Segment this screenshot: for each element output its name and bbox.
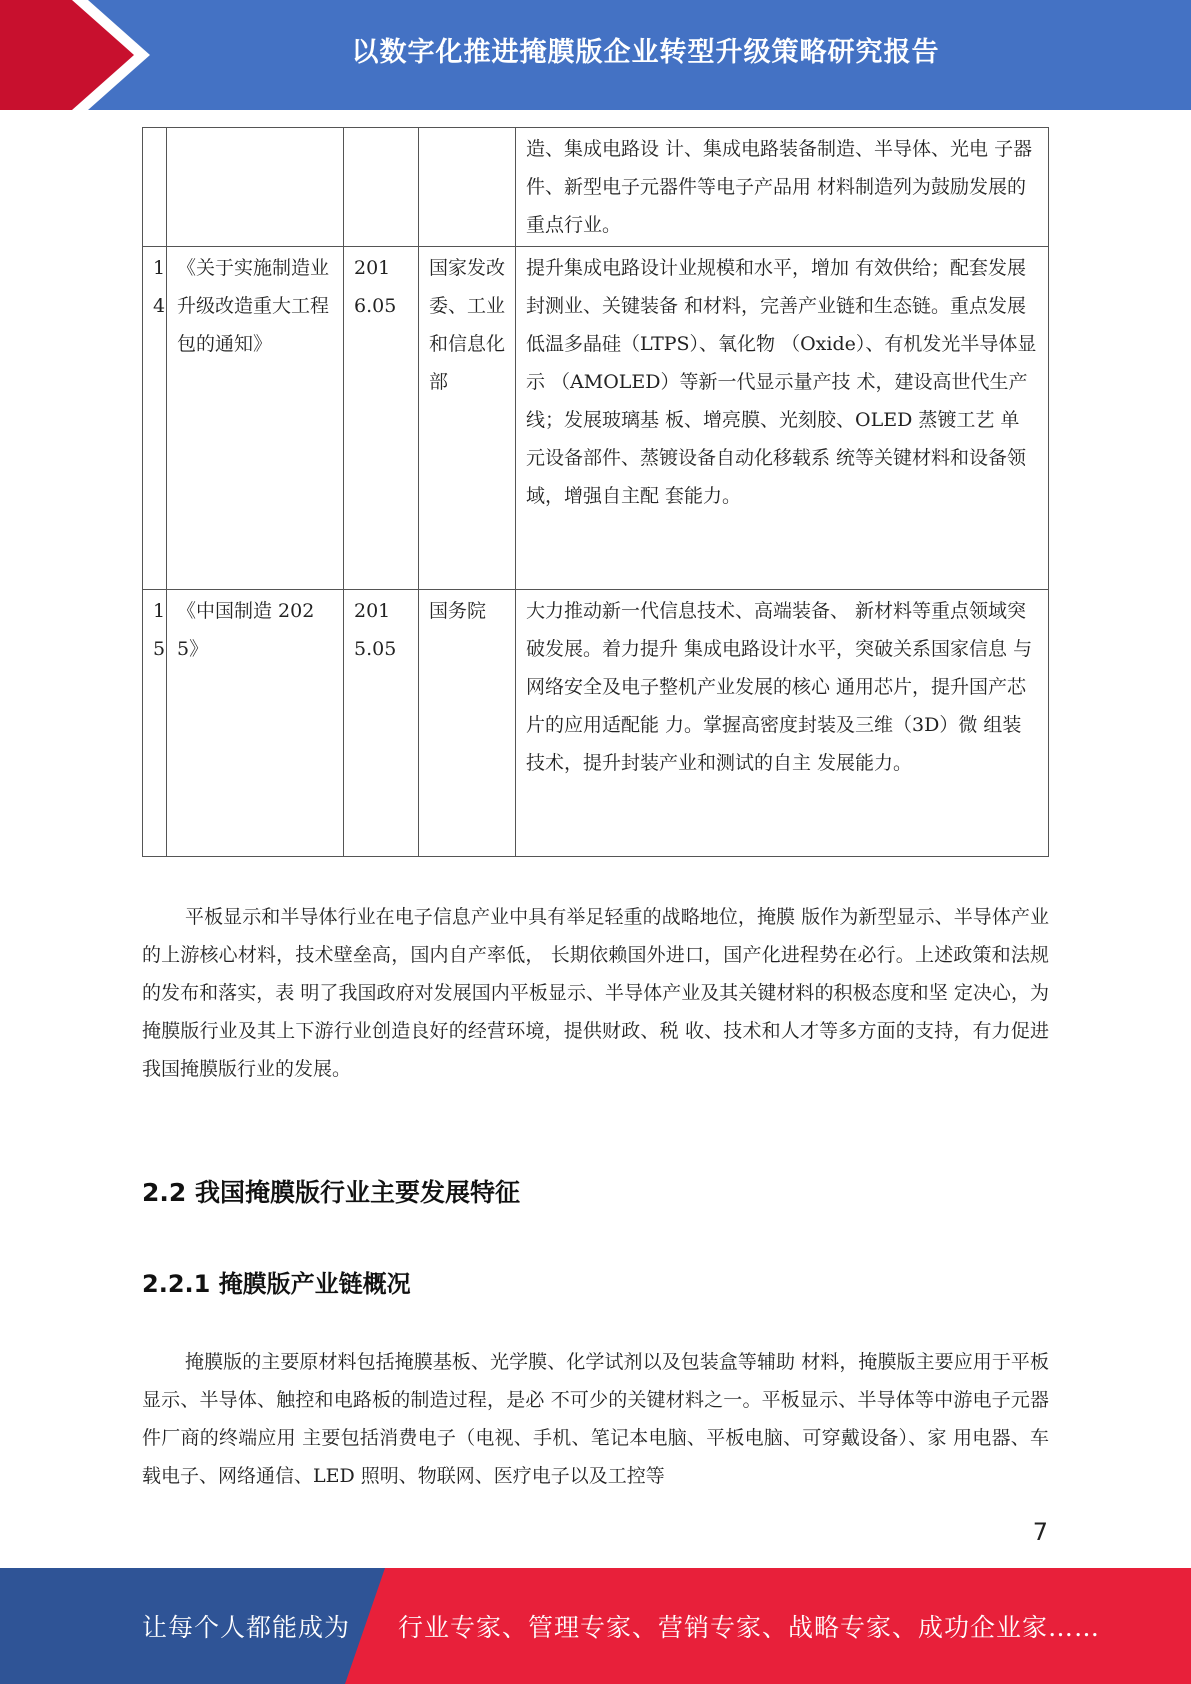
cell-date <box>344 128 419 247</box>
body-paragraph: 掩膜版的主要原材料包括掩膜基板、光学膜、化学试剂以及包装盒等辅助 材料，掩膜版主要应用于平板显示、半导体、触控和电路板的制造过程，是必 不可少的关键材料之一。平板显示、半导体等中游电子元器件厂商的终端应用 主要包括消费电子（电视、手机、笔记本电脑、平板电脑、可穿戴设备）、家 用电器、车载电子、网络通信、LED 照明、物联网、医疗电子以及工控等 <box>142 1351 1049 1487</box>
table-row <box>143 128 1049 247</box>
cell-date: 2016.05 <box>344 247 419 590</box>
cell-no <box>143 128 167 247</box>
cell-date: 2015.05 <box>344 590 419 857</box>
cell-desc: 造、集成电路设 计、集成电路装备制造、半导体、光电 子器件、新型电子元器件等电子产品用 材料制造列为鼓励发展的重点行业。 <box>516 128 1049 247</box>
cell-org <box>419 128 516 247</box>
cell-name: 《关于实施制造业升级改造重大工程包的通知》 <box>167 247 344 590</box>
policy-table <box>142 127 1049 857</box>
cell-no: 14 <box>143 247 167 590</box>
cell-desc: 大力推动新一代信息技术、高端装备、 新材料等重点领域突破发展。着力提升 集成电路设计水平，突破关系国家信息 与网络安全及电子整机产业发展的核心 通用芯片，提升国产芯片的应用适配能 力。掌握高密度封装及三维（3D）微 组装技术，提升封装产业和测试的自主 发展能力。 <box>516 590 1049 857</box>
table-row <box>143 247 1049 590</box>
subsection-heading: 2.2.1 掩膜版产业链概况 <box>142 1270 411 1298</box>
cell-org: 国家发改委、工业和信息化部 <box>419 247 516 590</box>
cell-name <box>167 128 344 247</box>
body-paragraph: 平板显示和半导体行业在电子信息产业中具有举足轻重的战略地位，掩膜 版作为新型显示、半导体产业的上游核心材料，技术壁垒高，国内自产率低， 长期依赖国外进口，国产化进程势在必行。上述政策和法规的发布和落实，表 明了我国政府对发展国内平板显示、半导体产业及其关键材料的积极态度和坚 定决心，为掩膜版行业及其上下游行业创造良好的经营环境，提供财政、税 收、技术和人才等多方面的支持，有力促进我国掩膜版行业的发展。 <box>142 906 1049 1080</box>
page-number: 7 <box>1032 1518 1048 1546</box>
page-header <box>0 0 1191 110</box>
cell-org: 国务院 <box>419 590 516 857</box>
section-heading: 2.2 我国掩膜版行业主要发展特征 <box>142 1178 520 1207</box>
cell-no: 15 <box>143 590 167 857</box>
page-footer <box>0 1568 1191 1684</box>
table-row <box>143 590 1049 857</box>
cell-desc: 提升集成电路设计业规模和水平，增加 有效供给；配套发展封测业、关键装备 和材料，完善产业链和生态链。重点发展低温多晶硅（LTPS）、氧化物 （Oxide）、有机发光半导体显示 （AMOLED）等新一代显示量产技 术，建设高世代生产线；发展玻璃基 板、增亮膜、光刻胶、OLED 蒸镀工艺 单元设备部件、蒸镀设备自动化移载系 统等关键材料和设备领域，增强自主配 套能力。 <box>516 247 1049 590</box>
footer-slogan-left: 让每个人都能成为 <box>142 1613 351 1642</box>
footer-slogan-right: 行业专家、管理专家、营销专家、战略专家、成功企业家…… <box>398 1613 1101 1642</box>
cell-name: 《中国制造 2025》 <box>167 590 344 857</box>
header-title: 以数字化推进掩膜版企业转型升级策略研究报告 <box>351 37 940 68</box>
header-arrow-decoration <box>0 0 150 110</box>
